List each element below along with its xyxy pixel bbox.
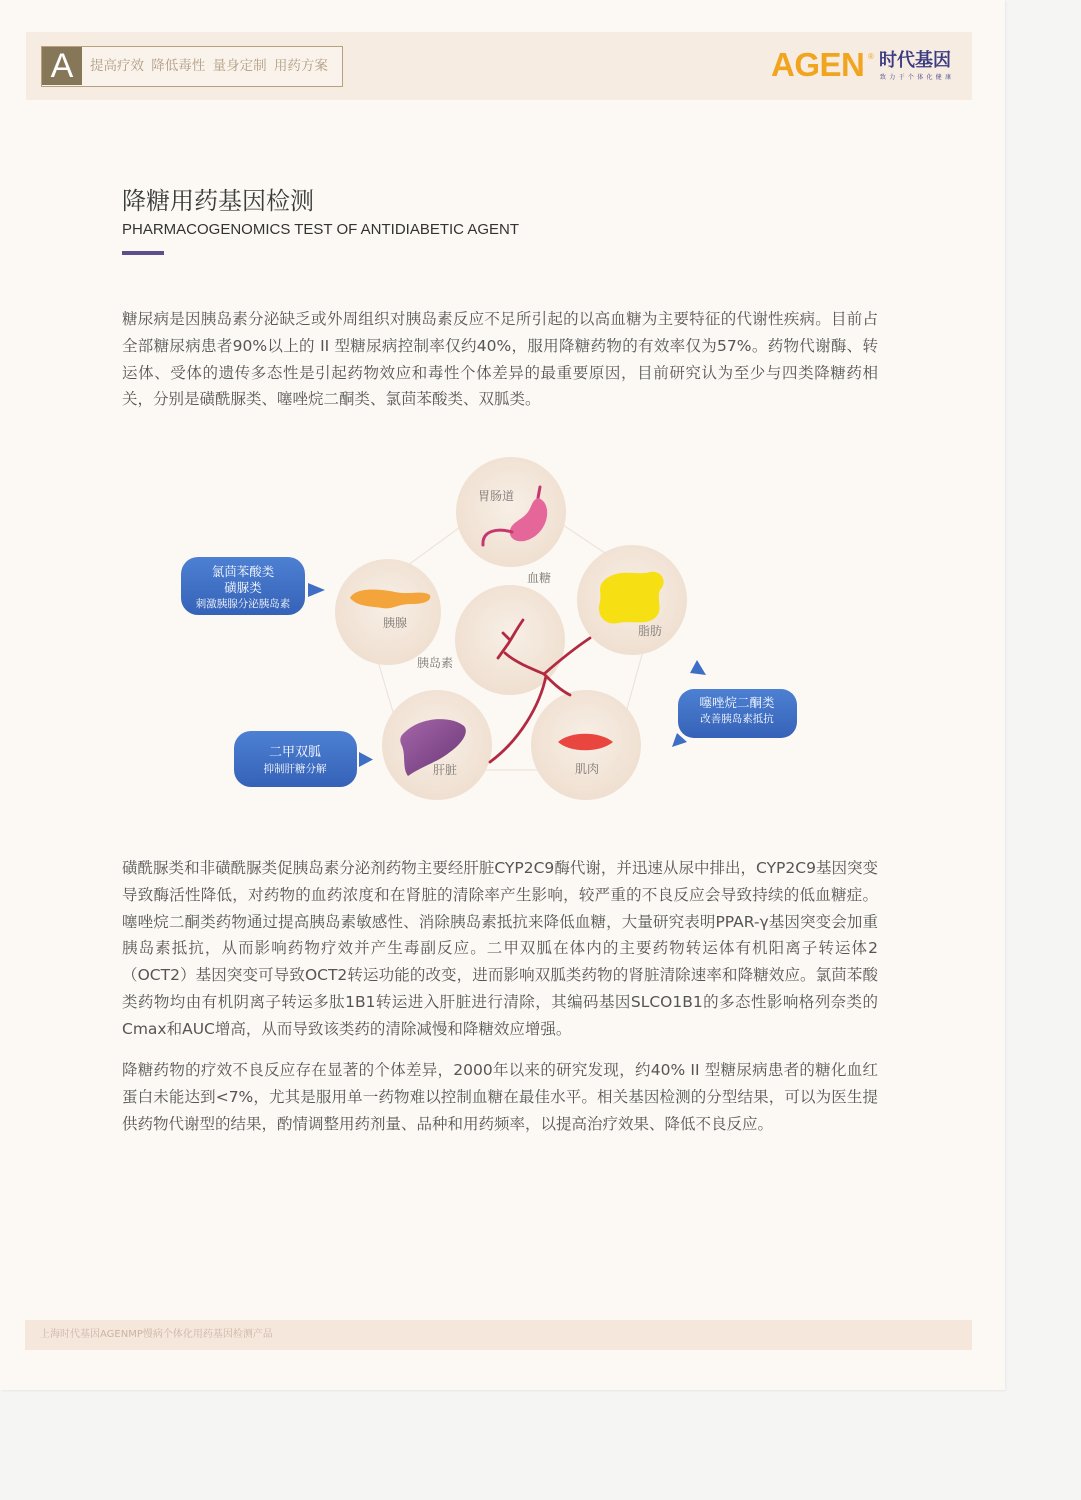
drug-box-glinide-line2: 磺脲类	[224, 580, 262, 595]
organ-circle-gi-tract	[456, 457, 566, 567]
logo-slogan: 致力于个体化健康	[880, 74, 955, 81]
label-fat: 脂肪	[638, 624, 663, 638]
header-band	[26, 32, 972, 100]
label-gi-tract: 胃肠道	[478, 489, 515, 503]
glucose-regulation-diagram	[160, 450, 820, 810]
label-blood-sugar: 血糖	[527, 571, 552, 585]
drug-box-thiazolidinedione	[672, 660, 797, 747]
drug-box-glinide	[181, 557, 325, 615]
drug-box-metformin-line2: 抑制肝糖分解	[263, 763, 327, 775]
body-paragraph-1: 磺酰脲类和非磺酰脲类促胰岛素分泌剂药物主要经肝脏CYP2C9酶代谢，并迅速从尿中排出，CYP2C9基因突变导致酶活性降低，对药物的血药浓度和在肾脏的清除率产生影响，较严重的不良反应会导致持续的低血糖症。噻唑烷二酮类药物通过提高胰岛素敏感性、消除胰岛素抵抗来降低血糖，大量研究表明PPAR-γ基因突变会加重胰岛素抵抗，从而影响药物疗效并产生毒副反应。二甲双胍在体内的主要药物转运体有机阳离子转运体2（OCT2）基因突变可导致OCT2转运功能的改变，进而影响双胍类药物的肾脏清除速率和降糖效应。氯茴苯酸类药物均由有机阴离子转运多肽1B1转运进入肝脏进行清除，其编码基因SLCO1B1的多态性影响格列奈类的Cmax和AUC增高，从而导致该类药的清除减慢和降糖效应增强。	[122, 859, 878, 1038]
label-muscle: 肌肉	[575, 762, 600, 776]
footer-band	[25, 1320, 972, 1350]
footer-text: 上海时代基因AGENMP慢病个体化用药基因检测产品	[40, 1329, 273, 1340]
page-title: 降糖用药基因检测	[122, 187, 314, 215]
label-liver: 肝脏	[433, 763, 458, 777]
drug-box-glinide-line3: 刺激胰腺分泌胰岛素	[195, 598, 291, 610]
drug-box-metformin	[234, 731, 373, 787]
section-tagline: 提高疗效 降低毒性 量身定制 用药方案	[90, 58, 328, 74]
arrow-down-left-icon	[672, 733, 687, 747]
fat-icon	[599, 572, 664, 624]
arrow-right-icon	[359, 752, 373, 767]
organ-circle-pancreas	[335, 559, 441, 665]
title-underline	[122, 251, 164, 255]
page-subtitle: PHARMACOGENOMICS TEST OF ANTIDIABETIC AGENT	[122, 221, 520, 238]
drug-box-metformin-line1: 二甲双胍	[268, 745, 322, 760]
logo-registered-mark: ®	[868, 52, 874, 61]
section-letter: A	[42, 47, 82, 85]
intro-paragraph: 糖尿病是因胰岛素分泌缺乏或外周组织对胰岛素反应不足所引起的以高血糖为主要特征的代谢性疾病。目前占全部糖尿病患者90%以上的 II 型糖尿病控制率仅约40%，服用降糖药物的有效率仅为57%。药物代谢酶、转运体、受体的遗传多态性是引起药物效应和毒性个体差异的最重要原因，目前研究认为至少与四类降糖药相关，分别是磺酰脲类、噻唑烷二酮类、氯茴苯酸类、双胍类。	[122, 310, 878, 409]
logo-wordmark: AGEN	[771, 46, 865, 83]
label-pancreas: 胰腺	[383, 616, 408, 630]
section-tag	[41, 46, 343, 87]
drug-box-tzd-line2: 改善胰岛素抵抗	[700, 713, 774, 725]
body-paragraph-2: 降糖药物的疗效不良反应存在显著的个体差异，2000年以来的研究发现，约40% II 型糖尿病患者的糖化血红蛋白未能达到<7%，尤其是服用单一药物难以控制血糖在最佳水平。相关基因检测的分型结果，可以为医生提供药物代谢型的结果，酌情调整用药剂量、品种和用药频率，以提高治疗效果、降低不良反应。	[122, 1061, 878, 1133]
drug-box-glinide-line1: 氯茴苯酸类	[211, 564, 275, 579]
logo-brand-cn: 时代基因	[879, 50, 951, 71]
arrow-up-left-icon	[690, 660, 706, 675]
arrow-right-icon	[308, 583, 325, 597]
drug-box-tzd-line1: 噻唑烷二酮类	[699, 695, 775, 710]
label-insulin: 胰岛素	[417, 656, 454, 670]
